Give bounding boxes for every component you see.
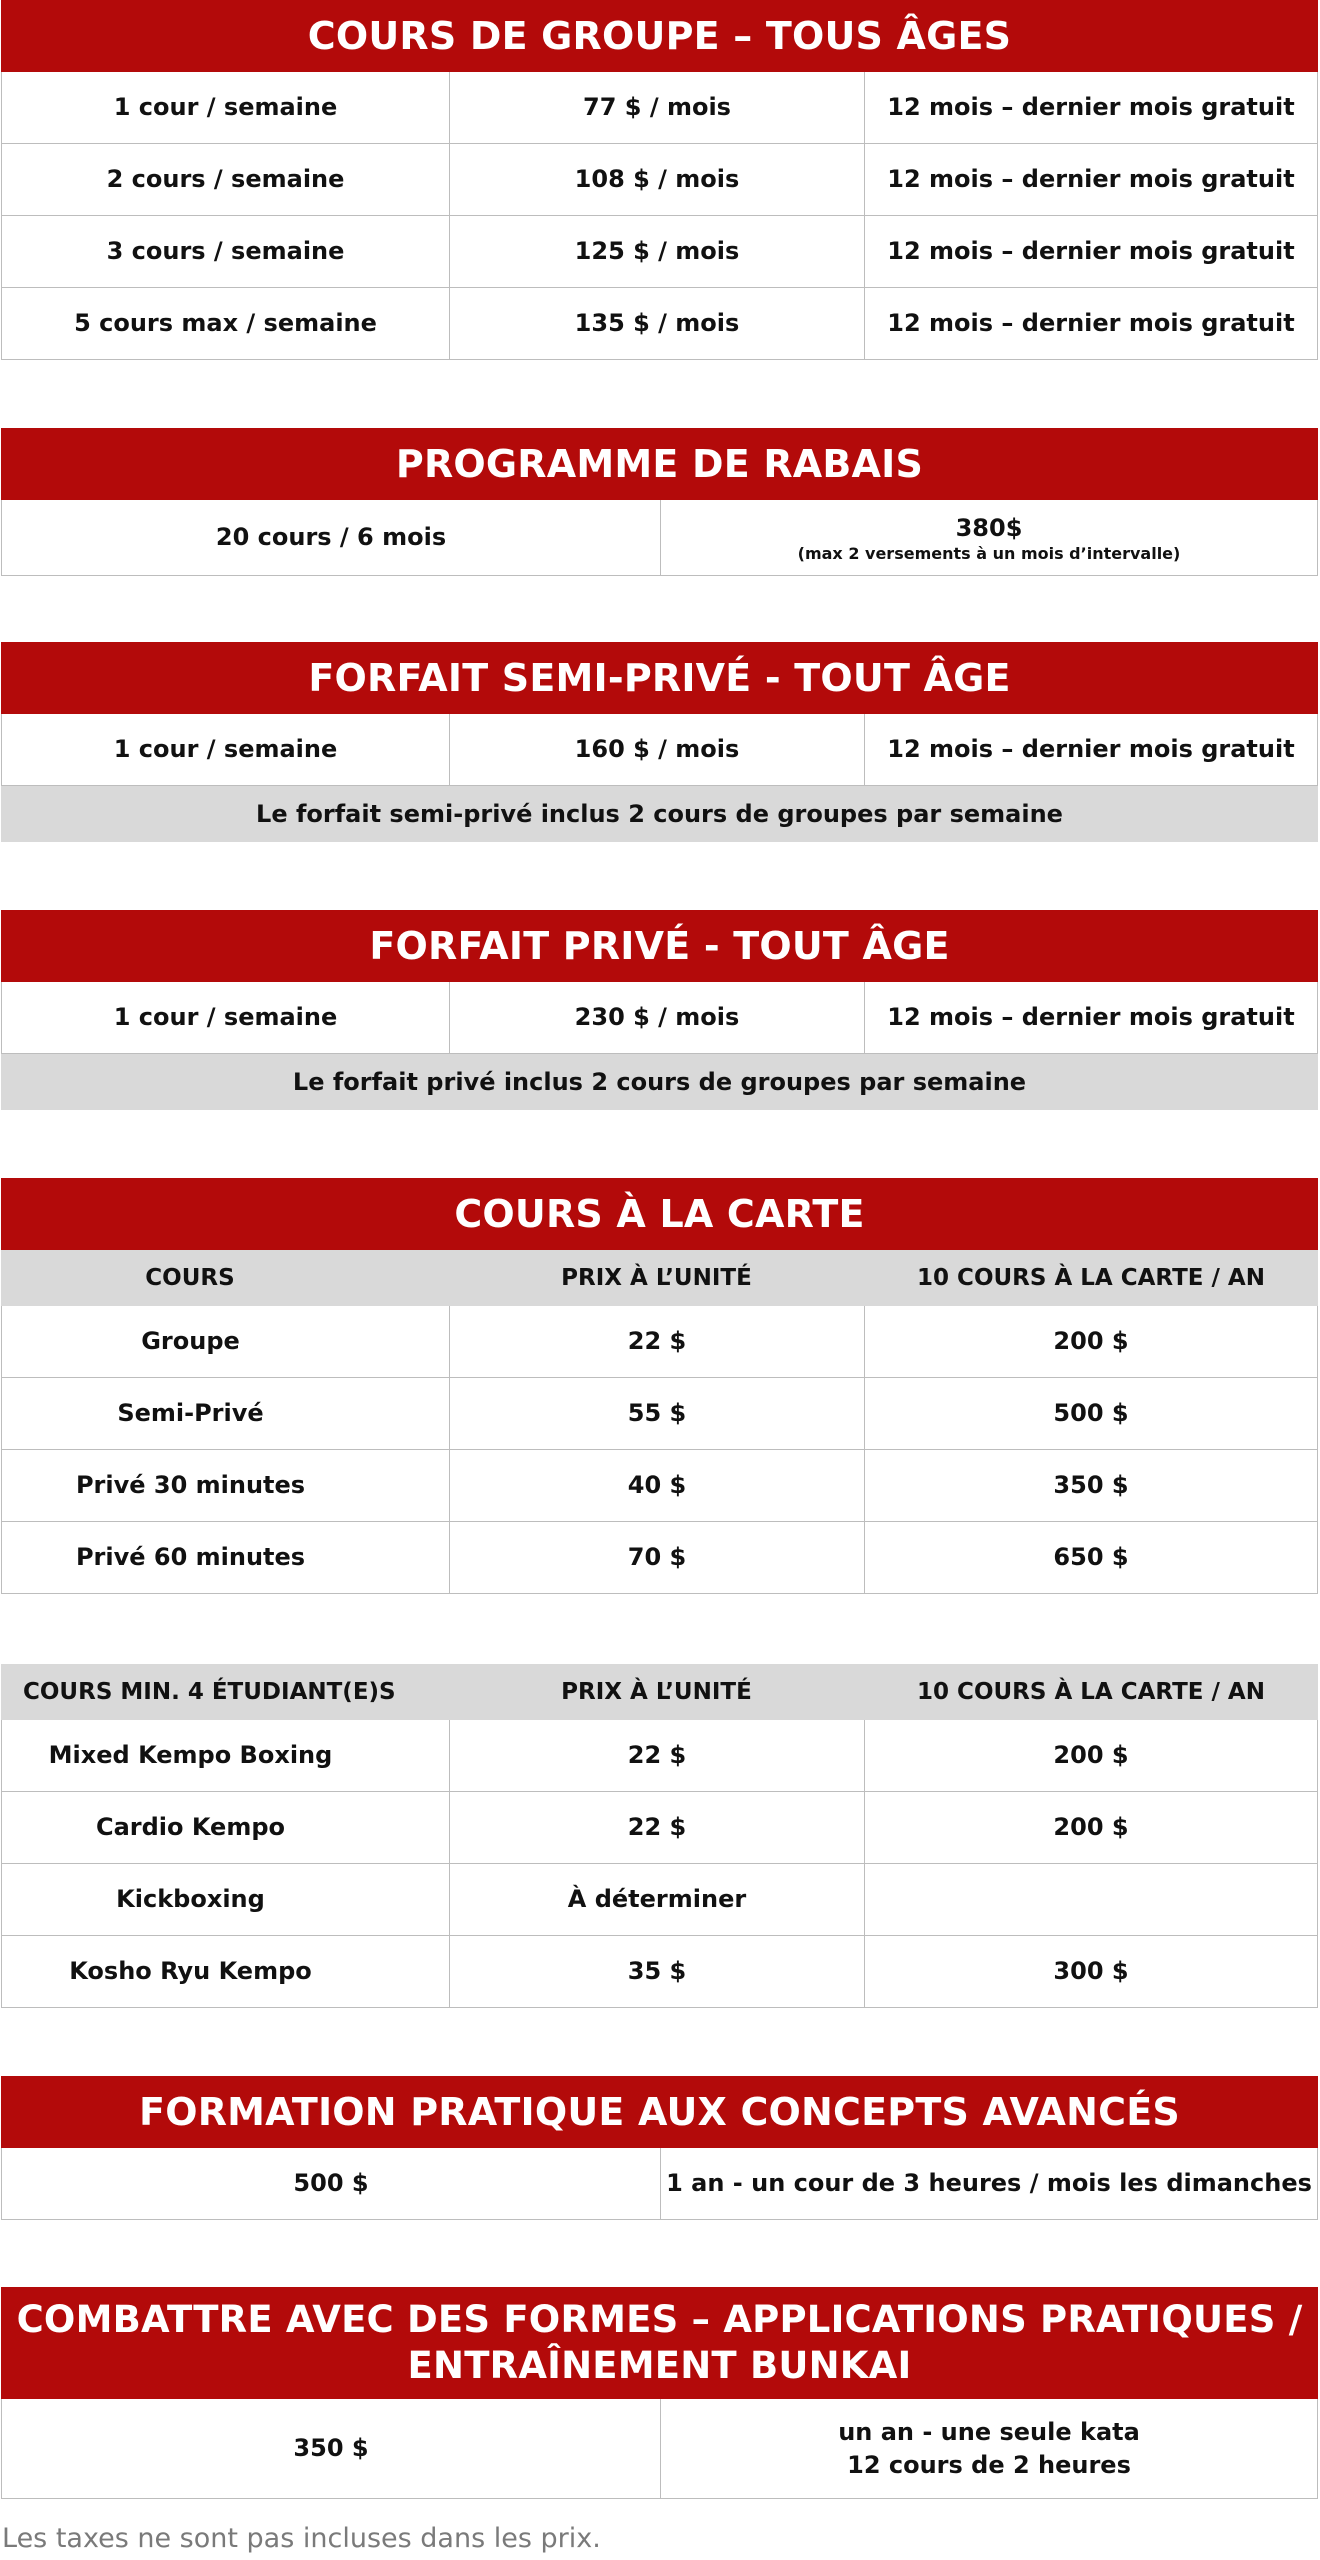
table-row bbox=[1, 216, 1318, 288]
frequency-cell: 3 cours / semaine bbox=[1, 216, 449, 288]
ten-courses-cell: 200 $ bbox=[864, 1306, 1318, 1378]
terms-cell: 12 mois – dernier mois gratuit bbox=[864, 216, 1318, 288]
bunkai-terms-line-2: 12 cours de 2 heures bbox=[847, 2450, 1131, 2479]
course-cell: Privé 30 minutes bbox=[1, 1450, 449, 1522]
table-row bbox=[1, 714, 1318, 786]
unit-price-cell: 35 $ bbox=[449, 1936, 864, 2008]
table-row bbox=[1, 1450, 1318, 1522]
terms-cell: 12 mois – dernier mois gratuit bbox=[864, 288, 1318, 360]
price-cell: 108 $ / mois bbox=[449, 144, 864, 216]
frequency-cell: 1 cour / semaine bbox=[1, 982, 449, 1054]
ten-courses-cell: 300 $ bbox=[864, 1936, 1318, 2008]
semi-private-section bbox=[1, 642, 1318, 842]
a-la-carte-title: COURS À LA CARTE bbox=[1, 1178, 1318, 1250]
terms-cell: 12 mois – dernier mois gratuit bbox=[864, 982, 1318, 1054]
column-header-row bbox=[1, 1664, 1318, 1720]
unit-price-cell: À déterminer bbox=[449, 1864, 864, 1936]
price-cell: 77 $ / mois bbox=[449, 72, 864, 144]
course-cell: Kickboxing bbox=[1, 1864, 449, 1936]
unit-price-cell: 40 $ bbox=[449, 1450, 864, 1522]
a-la-carte-section bbox=[1, 1178, 1318, 1594]
column-header-row bbox=[1, 1250, 1318, 1306]
unit-price-cell: 70 $ bbox=[449, 1522, 864, 1594]
terms-cell: 12 mois – dernier mois gratuit bbox=[864, 714, 1318, 786]
frequency-cell: 1 cour / semaine bbox=[1, 714, 449, 786]
frequency-cell: 5 cours max / semaine bbox=[1, 288, 449, 360]
column-header-courses: COURS bbox=[145, 1265, 235, 1291]
bunkai-title-line-1: COMBATTRE AVEC DES FORMES – APPLICATIONS PRATIQUES / bbox=[16, 2298, 1303, 2341]
table-row bbox=[1, 1864, 1318, 1936]
ten-courses-cell bbox=[864, 1864, 1318, 1936]
table-row bbox=[1, 1936, 1318, 2008]
advanced-training-section bbox=[1, 2076, 1318, 2220]
min-students-section bbox=[1, 1664, 1318, 2008]
advanced-terms-cell: 1 an - un cour de 3 heures / mois les dimanches bbox=[660, 2148, 1318, 2220]
price-cell: 230 $ / mois bbox=[449, 982, 864, 1054]
course-cell: Kosho Ryu Kempo bbox=[1, 1936, 449, 2008]
course-cell: Cardio Kempo bbox=[1, 1792, 449, 1864]
table-row bbox=[1, 500, 1318, 576]
terms-cell: 12 mois – dernier mois gratuit bbox=[864, 72, 1318, 144]
unit-price-cell: 22 $ bbox=[449, 1792, 864, 1864]
unit-price-cell: 55 $ bbox=[449, 1378, 864, 1450]
terms-cell: 12 mois – dernier mois gratuit bbox=[864, 144, 1318, 216]
private-title: FORFAIT PRIVÉ - TOUT ÂGE bbox=[1, 910, 1318, 982]
table-row bbox=[1, 1720, 1318, 1792]
course-cell: Semi-Privé bbox=[1, 1378, 449, 1450]
advanced-training-title: FORMATION PRATIQUE AUX CONCEPTS AVANCÉS bbox=[1, 2076, 1318, 2148]
discount-program-section bbox=[1, 428, 1318, 576]
table-row bbox=[1, 2148, 1318, 2220]
discount-price-cell bbox=[660, 500, 1318, 576]
advanced-price-cell: 500 $ bbox=[1, 2148, 660, 2220]
table-row bbox=[1, 982, 1318, 1054]
table-row bbox=[1, 1306, 1318, 1378]
price-cell: 135 $ / mois bbox=[449, 288, 864, 360]
table-row bbox=[1, 144, 1318, 216]
private-section bbox=[1, 910, 1318, 1110]
bunkai-terms-cell bbox=[660, 2399, 1318, 2499]
unit-price-cell: 22 $ bbox=[449, 1306, 864, 1378]
table-row bbox=[1, 72, 1318, 144]
column-header-ten-courses: 10 COURS À LA CARTE / AN bbox=[917, 1679, 1265, 1705]
course-cell: Mixed Kempo Boxing bbox=[1, 1720, 449, 1792]
table-row bbox=[1, 2399, 1318, 2499]
discount-program-title: PROGRAMME DE RABAIS bbox=[1, 428, 1318, 500]
price-cell: 125 $ / mois bbox=[449, 216, 864, 288]
private-note: Le forfait privé inclus 2 cours de groupes par semaine bbox=[1, 1054, 1318, 1110]
bunkai-title bbox=[1, 2287, 1318, 2399]
ten-courses-cell: 200 $ bbox=[864, 1792, 1318, 1864]
column-header-ten-courses: 10 COURS À LA CARTE / AN bbox=[917, 1265, 1265, 1291]
bunkai-title-line-2: ENTRAÎNEMENT BUNKAI bbox=[407, 2344, 912, 2387]
discount-courses-cell: 20 cours / 6 mois bbox=[1, 500, 660, 576]
bunkai-section bbox=[1, 2287, 1318, 2499]
semi-private-note: Le forfait semi-privé inclus 2 cours de groupes par semaine bbox=[1, 786, 1318, 842]
table-row bbox=[1, 288, 1318, 360]
ten-courses-cell: 650 $ bbox=[864, 1522, 1318, 1594]
ten-courses-cell: 350 $ bbox=[864, 1450, 1318, 1522]
group-courses-title: COURS DE GROUPE – TOUS ÂGES bbox=[1, 0, 1318, 72]
price-cell: 160 $ / mois bbox=[449, 714, 864, 786]
column-header-unit-price: PRIX À L’UNITÉ bbox=[561, 1265, 752, 1291]
frequency-cell: 2 cours / semaine bbox=[1, 144, 449, 216]
ten-courses-cell: 200 $ bbox=[864, 1720, 1318, 1792]
column-header-courses: COURS MIN. 4 ÉTUDIANT(E)S bbox=[23, 1679, 396, 1705]
bunkai-price-cell: 350 $ bbox=[1, 2399, 660, 2499]
table-row bbox=[1, 1522, 1318, 1594]
semi-private-title: FORFAIT SEMI-PRIVÉ - TOUT ÂGE bbox=[1, 642, 1318, 714]
course-cell: Privé 60 minutes bbox=[1, 1522, 449, 1594]
course-cell: Groupe bbox=[1, 1306, 449, 1378]
table-row bbox=[1, 1378, 1318, 1450]
discount-price-note: (max 2 versements à un mois d’intervalle) bbox=[797, 544, 1181, 564]
bunkai-terms-line-1: un an - une seule kata bbox=[838, 2418, 1140, 2447]
column-header-unit-price: PRIX À L’UNITÉ bbox=[561, 1679, 752, 1705]
unit-price-cell: 22 $ bbox=[449, 1720, 864, 1792]
frequency-cell: 1 cour / semaine bbox=[1, 72, 449, 144]
taxes-note: Les taxes ne sont pas incluses dans les prix. bbox=[2, 2523, 601, 2554]
discount-price: 380$ bbox=[955, 513, 1023, 542]
ten-courses-cell: 500 $ bbox=[864, 1378, 1318, 1450]
table-row bbox=[1, 1792, 1318, 1864]
group-courses-section bbox=[1, 0, 1318, 360]
